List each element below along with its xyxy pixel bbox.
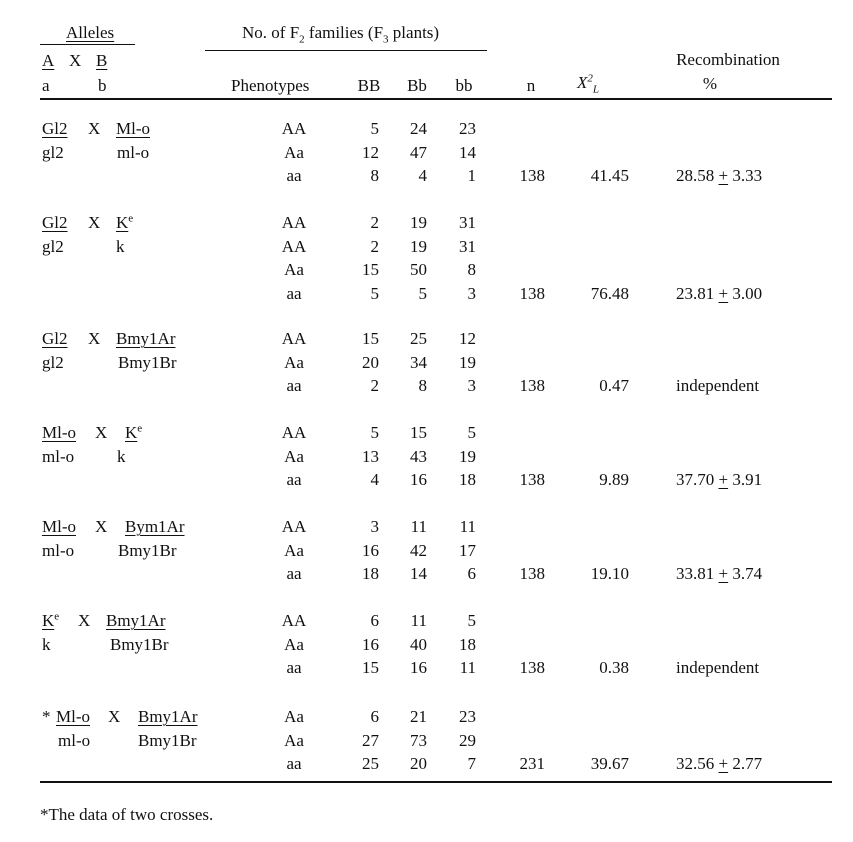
allele-b-lower: Bmy1Br bbox=[138, 730, 197, 750]
allele-b-lower: Bmy1Br bbox=[110, 634, 169, 654]
phenotype-cell: AA bbox=[281, 213, 307, 232]
allele-a-text: Gl2 bbox=[42, 119, 68, 138]
bb-cell: 23 bbox=[459, 707, 476, 726]
cross-x: X bbox=[95, 517, 108, 536]
Bb-cell: 5 bbox=[418, 283, 427, 303]
Bb-cell: 20 bbox=[410, 754, 427, 773]
n-heading: n bbox=[526, 76, 536, 95]
bb-cell: 8 bbox=[467, 260, 476, 279]
plus-minus-sign: + bbox=[718, 564, 729, 583]
bb-heading: bb bbox=[455, 76, 473, 95]
n-cell: 138 bbox=[519, 166, 545, 185]
bb-cell: 5 bbox=[467, 611, 476, 630]
bb-cell: 31 bbox=[459, 213, 476, 232]
chi-square-heading: $X^2_L$ bbox=[577, 72, 600, 96]
n-cell: 231 bbox=[519, 754, 545, 773]
bb-cell: 29 bbox=[459, 730, 476, 750]
allele-a bbox=[42, 424, 76, 441]
alleles-heading: Alleles bbox=[66, 23, 115, 42]
alleles-underline bbox=[40, 44, 135, 45]
families-underline bbox=[205, 50, 487, 51]
chi-square-cell: 9.89 bbox=[599, 470, 629, 489]
n-cell: 138 bbox=[519, 470, 545, 489]
allele-a-text: Ml-o bbox=[42, 423, 76, 442]
allele-a-lower-label: a bbox=[42, 76, 50, 95]
BB-cell: 4 bbox=[370, 470, 379, 489]
allele-b-label: B bbox=[96, 51, 108, 70]
allele-b bbox=[125, 518, 185, 535]
plus-minus-sign: + bbox=[718, 470, 729, 489]
recombination-cell bbox=[676, 471, 762, 488]
Bb-heading: Bb bbox=[407, 76, 427, 95]
allele-a-text: K bbox=[42, 611, 55, 630]
allele-b-lower: Bmy1Br bbox=[118, 540, 177, 560]
BB-cell: 6 bbox=[370, 611, 379, 630]
allele-a-text: Gl2 bbox=[42, 213, 68, 232]
allele-a bbox=[42, 214, 68, 231]
allele-a-lower: gl2 bbox=[42, 352, 64, 372]
cross-x: X bbox=[95, 423, 108, 442]
Bb-cell: 34 bbox=[410, 352, 427, 372]
cross-x: X bbox=[108, 707, 121, 726]
Bb-cell: 50 bbox=[410, 260, 427, 279]
bb-cell: 11 bbox=[459, 517, 476, 536]
BB-cell: 5 bbox=[370, 119, 379, 138]
phenotype-cell: AA bbox=[281, 423, 307, 442]
chi-square-cell: 39.67 bbox=[590, 754, 629, 773]
chi-square-cell: 76.48 bbox=[590, 283, 629, 303]
bb-cell: 18 bbox=[459, 634, 476, 654]
allele-b-lower: k bbox=[117, 446, 126, 466]
bb-cell: 7 bbox=[467, 754, 476, 773]
allele-a-sup: e bbox=[54, 610, 60, 623]
bb-cell: 18 bbox=[459, 470, 476, 489]
recombination-value: 37.70 bbox=[676, 470, 715, 489]
phenotype-cell: Aa bbox=[284, 260, 304, 279]
phenotype-cell: Aa bbox=[284, 634, 304, 654]
phenotype-cell: Aa bbox=[284, 540, 304, 560]
phenotype-cell: aa bbox=[286, 564, 302, 583]
bb-cell: 3 bbox=[467, 376, 476, 395]
n-cell: 138 bbox=[519, 564, 545, 583]
cross-marker: * bbox=[42, 707, 51, 726]
header-rule bbox=[40, 98, 832, 100]
phenotype-cell: AA bbox=[281, 517, 307, 536]
allele-b-text: Ml-o bbox=[116, 119, 150, 138]
BB-cell: 12 bbox=[362, 142, 379, 162]
bb-cell: 6 bbox=[467, 564, 476, 583]
Bb-cell: 42 bbox=[410, 540, 427, 560]
cross-x: X bbox=[88, 119, 101, 138]
allele-b-sup: e bbox=[137, 422, 143, 435]
phenotype-cell: aa bbox=[286, 658, 302, 677]
allele-b bbox=[106, 612, 166, 629]
allele-a bbox=[56, 708, 90, 725]
phenotype-cell: Aa bbox=[284, 352, 304, 372]
allele-b-lower: ml-o bbox=[117, 142, 150, 162]
BB-cell: 8 bbox=[370, 166, 379, 185]
Bb-cell: 19 bbox=[410, 213, 427, 232]
allele-b-text: Bmy1Ar bbox=[138, 707, 198, 726]
phenotype-cell: aa bbox=[286, 283, 302, 303]
n-cell: 138 bbox=[519, 376, 545, 395]
allele-a-lower: gl2 bbox=[42, 142, 64, 162]
n-cell: 138 bbox=[519, 283, 545, 303]
BB-cell: 25 bbox=[362, 754, 379, 773]
BB-cell: 2 bbox=[370, 376, 379, 395]
recombination-cell bbox=[676, 565, 762, 582]
allele-a-lower: ml-o bbox=[42, 446, 75, 466]
recombination-error: 3.91 bbox=[732, 470, 763, 489]
Bb-cell: 4 bbox=[418, 166, 427, 185]
allele-b bbox=[116, 120, 150, 137]
recombination-value: 33.81 bbox=[676, 564, 715, 583]
allele-a-lower: k bbox=[42, 634, 51, 654]
allele-b-text: K bbox=[116, 213, 129, 232]
BB-cell: 16 bbox=[362, 540, 379, 560]
BB-cell: 2 bbox=[370, 213, 379, 232]
chi-square-cell: 19.10 bbox=[590, 564, 629, 583]
bb-cell: 17 bbox=[459, 540, 476, 560]
bb-cell: 14 bbox=[459, 142, 476, 162]
recombination-error: 3.74 bbox=[732, 564, 763, 583]
allele-a-label: A bbox=[42, 51, 55, 70]
bb-cell: 11 bbox=[459, 658, 476, 677]
recombination-error: 3.33 bbox=[732, 166, 763, 185]
phenotype-cell: AA bbox=[281, 119, 307, 138]
bb-cell: 3 bbox=[467, 283, 476, 303]
BB-cell: 15 bbox=[362, 329, 379, 348]
allele-b-text: Bmy1Ar bbox=[106, 611, 166, 630]
bb-cell: 19 bbox=[459, 446, 476, 466]
BB-cell: 5 bbox=[370, 423, 379, 442]
phenotype-cell: AA bbox=[281, 329, 307, 348]
allele-b-text: Bym1Ar bbox=[125, 517, 185, 536]
Bb-cell: 14 bbox=[410, 564, 427, 583]
recombination-error: 3.00 bbox=[732, 283, 763, 303]
bb-cell: 31 bbox=[459, 236, 476, 256]
phenotype-cell: aa bbox=[286, 376, 302, 395]
recombination-error: 2.77 bbox=[732, 754, 763, 773]
allele-b bbox=[138, 708, 198, 725]
phenotype-cell: Aa bbox=[284, 446, 304, 466]
Bb-cell: 40 bbox=[410, 634, 427, 654]
BB-cell: 16 bbox=[362, 634, 379, 654]
plus-minus-sign: + bbox=[718, 166, 729, 185]
chi-square-cell: 41.45 bbox=[590, 166, 629, 185]
allele-b-text: K bbox=[125, 423, 138, 442]
recombination-heading: Recombination bbox=[676, 50, 780, 69]
allele-a bbox=[42, 120, 68, 137]
allele-a-text: Ml-o bbox=[42, 517, 76, 536]
BB-heading: BB bbox=[357, 76, 381, 95]
allele-b-lower: Bmy1Br bbox=[118, 352, 177, 372]
Bb-cell: 43 bbox=[410, 446, 427, 466]
Bb-cell: 15 bbox=[410, 423, 427, 442]
allele-b-lower-label: b bbox=[98, 76, 107, 95]
cross-x: X bbox=[78, 611, 91, 630]
allele-b-lower: k bbox=[116, 236, 125, 256]
BB-cell: 15 bbox=[362, 658, 379, 677]
chi-square-cell: 0.38 bbox=[599, 658, 629, 677]
phenotype-cell: AA bbox=[281, 611, 307, 630]
BB-cell: 20 bbox=[362, 352, 379, 372]
cross-x: X bbox=[88, 329, 101, 348]
Bb-cell: 24 bbox=[410, 119, 427, 138]
phenotype-cell: Aa bbox=[284, 707, 304, 726]
bb-cell: 5 bbox=[467, 423, 476, 442]
allele-b bbox=[116, 330, 176, 347]
Bb-cell: 11 bbox=[410, 517, 427, 536]
bottom-rule bbox=[40, 781, 832, 783]
allele-a bbox=[42, 518, 76, 535]
bb-cell: 1 bbox=[467, 166, 476, 185]
BB-cell: 18 bbox=[362, 564, 379, 583]
allele-a-lower: gl2 bbox=[42, 236, 64, 256]
phenotypes-heading: Phenotypes bbox=[231, 76, 310, 95]
recombination-cell: independent bbox=[676, 376, 760, 395]
BB-cell: 15 bbox=[362, 260, 379, 279]
Bb-cell: 16 bbox=[410, 658, 427, 677]
recombination-value: 32.56 bbox=[676, 754, 715, 773]
allele-a-lower: ml-o bbox=[42, 540, 75, 560]
Bb-cell: 8 bbox=[418, 376, 427, 395]
allele-x-label: X bbox=[69, 51, 82, 70]
BB-cell: 13 bbox=[362, 446, 379, 466]
phenotype-cell: aa bbox=[286, 754, 302, 773]
Bb-cell: 21 bbox=[410, 707, 427, 726]
BB-cell: 2 bbox=[370, 236, 379, 256]
recombination-value: 28.58 bbox=[676, 166, 715, 185]
BB-cell: 6 bbox=[370, 707, 379, 726]
recombination-cell bbox=[676, 285, 762, 302]
allele-b bbox=[116, 214, 133, 231]
BB-cell: 5 bbox=[370, 283, 379, 303]
recombination-percent-heading: % bbox=[702, 74, 718, 93]
Bb-cell: 47 bbox=[410, 142, 427, 162]
n-cell: 138 bbox=[519, 658, 545, 677]
Bb-cell: 11 bbox=[410, 611, 427, 630]
Bb-cell: 73 bbox=[410, 730, 427, 750]
allele-a-text: Gl2 bbox=[42, 329, 68, 348]
phenotype-cell: aa bbox=[286, 166, 302, 185]
BB-cell: 3 bbox=[370, 517, 379, 536]
bb-cell: 23 bbox=[459, 119, 476, 138]
Bb-cell: 19 bbox=[410, 236, 427, 256]
plus-minus-sign: + bbox=[718, 754, 729, 773]
Bb-cell: 16 bbox=[410, 470, 427, 489]
allele-b-sup: e bbox=[128, 212, 134, 225]
allele-a bbox=[42, 330, 68, 347]
phenotype-cell: aa bbox=[286, 470, 302, 489]
recombination-cell: independent bbox=[676, 658, 760, 677]
allele-a-lower: ml-o bbox=[58, 730, 91, 750]
phenotype-cell: AA bbox=[281, 236, 307, 256]
BB-cell: 27 bbox=[362, 730, 379, 750]
recombination-value: 23.81 bbox=[676, 283, 715, 303]
phenotype-cell: Aa bbox=[284, 730, 304, 750]
cross-x: X bbox=[88, 213, 101, 232]
allele-a bbox=[42, 612, 59, 629]
allele-a-text: Ml-o bbox=[56, 707, 90, 726]
bb-cell: 19 bbox=[459, 352, 476, 372]
Bb-cell: 25 bbox=[410, 329, 427, 348]
allele-b-text: Bmy1Ar bbox=[116, 329, 176, 348]
chi-square-cell: 0.47 bbox=[599, 376, 629, 395]
phenotype-cell: Aa bbox=[284, 142, 304, 162]
recombination-cell bbox=[676, 755, 762, 772]
allele-b bbox=[125, 424, 142, 441]
families-heading: No. of $F_2$ families ($F_3$ plants) bbox=[242, 23, 440, 46]
footnote: *The data of two crosses. bbox=[40, 805, 214, 824]
recombination-cell bbox=[676, 167, 762, 184]
bb-cell: 12 bbox=[459, 329, 476, 348]
plus-minus-sign: + bbox=[718, 283, 729, 303]
